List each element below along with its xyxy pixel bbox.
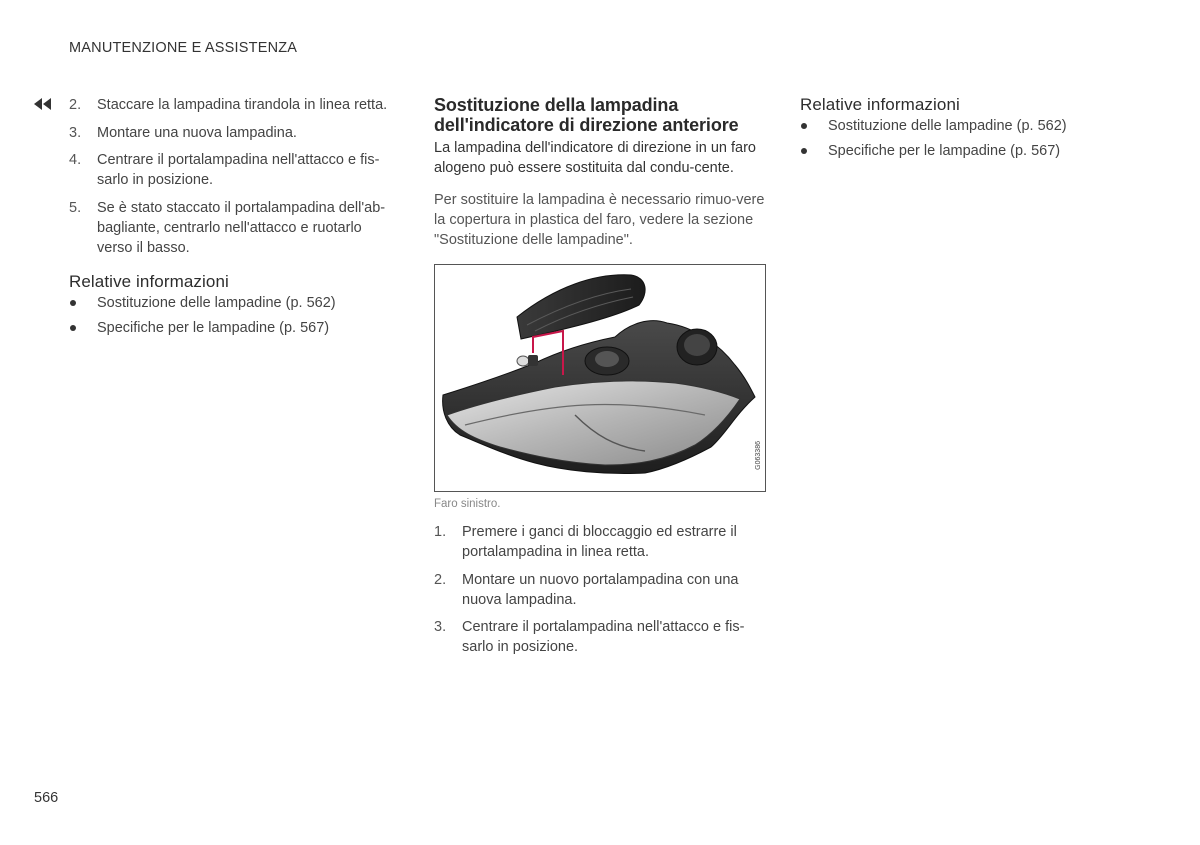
step-list [434,522,769,657]
step-text: Centrare il portalampadina nell'attacco e fis-sarlo in posizione. [462,619,745,655]
list-item [69,123,399,143]
left-column [69,95,399,343]
step-text: Premere i ganci di bloccaggio ed estrarre il portalampadina in linea retta. [462,524,737,560]
list-item [69,198,399,258]
section-title-line: dell'indicatore di direzione anteriore [434,115,739,135]
step-list [69,95,399,258]
step-number: 4. [69,152,82,168]
section-title-line: Sostituzione della lampadina [434,95,679,115]
step-text: Staccare la lampadina tirandola in linea retta. [97,97,388,113]
step-number: 3. [69,124,82,141]
step-number: 2. [69,97,82,113]
bullet-icon [801,123,807,129]
step-number: 2. [434,571,447,588]
list-item [434,522,769,562]
right-column [800,95,1120,166]
related-link[interactable] [69,293,399,313]
step-text: Montare una nuova lampadina. [97,124,297,141]
bullet-icon [70,300,76,306]
section-title [434,95,769,135]
related-link[interactable] [800,116,1120,136]
step-text: Centrare il portalampadina nell'attacco e fis-sarlo in posizione. [97,152,380,188]
step-number: 3. [434,619,447,635]
list-item [69,150,399,190]
related-info-list [800,116,1120,161]
figure-code: G063386 [755,441,762,470]
related-link-label[interactable]: Specifiche per le lampadine (p. 567) [828,143,1061,159]
double-left-arrow-icon[interactable] [33,97,53,111]
related-info-heading: Relative informazioni [69,271,229,291]
bullet-icon [801,148,807,154]
step-text: Se è stato staccato il portalampadina dell'ab-bagliante, centrarlo nell'attacco e ruotarlo verso il basso. [97,199,386,256]
list-item [434,617,769,657]
step-text: Montare un nuovo portalampadina con una nuova lampadina. [462,571,739,608]
related-info-list [69,293,399,338]
related-info-heading: Relative informazioni [800,95,960,114]
list-item [69,95,399,115]
related-link[interactable] [800,141,1120,161]
related-link-label[interactable]: Specifiche per le lampadine (p. 567) [97,319,330,336]
page-header: MANUTENZIONE E ASSISTENZA [69,40,298,56]
figure-caption: Faro sinistro. [434,498,501,510]
headlamp-illustration [434,264,766,492]
list-item [434,570,769,610]
step-number: 1. [434,524,447,540]
related-link[interactable] [69,318,399,338]
lead-paragraph: La lampadina dell'indicatore di direzione in un faro alogeno può essere sostituita dal condu-cente. [434,140,756,176]
headlamp-drawing [435,265,765,491]
related-link-label[interactable]: Sostituzione delle lampadine (p. 562) [97,294,336,311]
page-number: 566 [34,790,59,806]
step-number: 5. [69,199,82,216]
middle-column [434,95,769,665]
bullet-icon [70,325,76,331]
body-paragraph: Per sostituire la lampadina è necessario rimuo-vere la copertura in plastica del faro, vedere la sezione "Sostituzione delle lampadine". [434,192,765,248]
related-link-label[interactable]: Sostituzione delle lampadine (p. 562) [828,118,1067,134]
